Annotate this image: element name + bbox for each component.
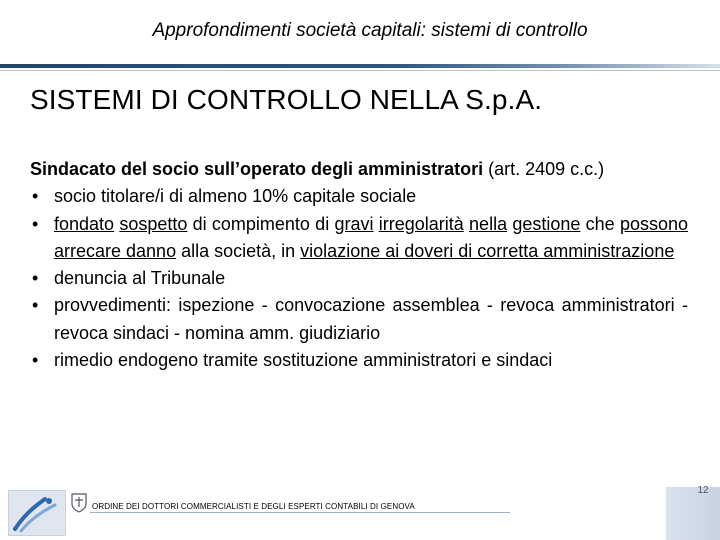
list-item-text: di compimento di xyxy=(187,213,335,234)
list-item xyxy=(30,292,688,347)
logo-icon xyxy=(8,490,66,536)
slide-content xyxy=(30,156,688,374)
bullet-icon: • xyxy=(32,268,39,289)
intro-bold-text: Sindacato del socio sull’operato degli amministratori xyxy=(30,159,484,179)
list-item-text: rimedio endogeno tramite sostituzione amministratori e sindaci xyxy=(54,350,553,371)
header-rule xyxy=(0,64,720,68)
intro-paragraph xyxy=(30,156,688,183)
footer-organization: ORDINE DEI DOTTORI COMMERCIALISTI E DEGLI ESPERTI CONTABILI DI GENOVA xyxy=(92,502,415,511)
header-rule-thin xyxy=(0,70,720,71)
list-item-text: denuncia al Tribunale xyxy=(54,268,226,289)
list-item-text: irregolarità xyxy=(378,213,464,234)
list-item xyxy=(30,211,688,266)
header-title: Approfondimenti società capitali: sistemi di controllo xyxy=(152,20,588,41)
list-item-text: che xyxy=(580,213,620,234)
page-number: 12 xyxy=(697,485,709,496)
list-item-text: nella xyxy=(469,213,508,234)
bullet-icon: • xyxy=(32,186,39,207)
list-item-text: violazione ai doveri di corretta amministrazione xyxy=(300,240,675,261)
list-item-text: provvedimenti: ispezione - convocazione assemblea - revoca amministratori - revoca sindaci - nomina amm. giudiziario xyxy=(54,295,688,343)
list-item xyxy=(30,183,688,210)
list-item-text: fondato xyxy=(54,213,115,234)
list-item xyxy=(30,347,688,374)
bullet-icon: • xyxy=(32,350,39,371)
list-item-text: sospetto xyxy=(119,213,188,234)
list-item xyxy=(30,265,688,292)
bullet-icon: • xyxy=(32,295,39,316)
footer-organization-rule xyxy=(90,512,510,513)
bullet-icon: • xyxy=(32,213,39,234)
list-item-text: gravi xyxy=(334,213,374,234)
list-item-text: possono arrecare danno xyxy=(54,213,688,261)
emblem-icon xyxy=(70,492,88,514)
intro-rest-text: (art. 2409 c.c.) xyxy=(483,159,605,179)
list-item-text: gestione xyxy=(512,213,581,234)
bullet-list xyxy=(30,183,688,374)
list-item-text: alla società, in xyxy=(176,240,301,261)
list-item-text: socio titolare/i di almeno 10% capitale sociale xyxy=(54,186,417,207)
slide-title: SISTEMI DI CONTROLLO NELLA S.p.A. xyxy=(30,84,543,115)
